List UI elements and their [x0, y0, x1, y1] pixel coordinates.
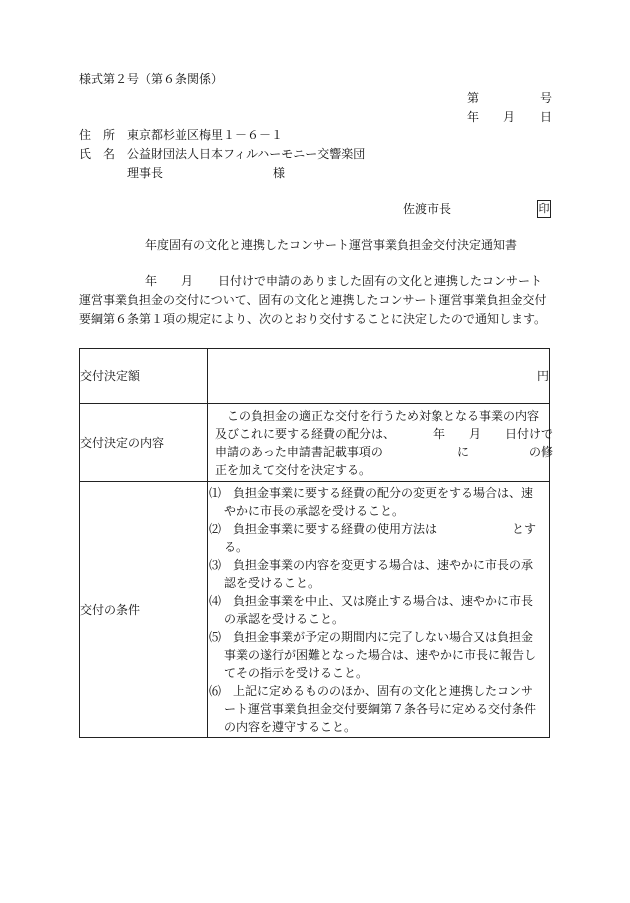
content-line-3-b: の修 [529, 444, 554, 459]
condition-text: 負担金事業に要する経費の使用方法は [233, 521, 438, 536]
condition-text: てその指示を受けること。 [224, 665, 369, 680]
name-value: 公益財団法人日本フィルハーモニー交響楽団 [127, 147, 366, 161]
amount-value: 円 [208, 349, 550, 404]
condition-text: 負担金事業を中止、又は廃止する場合は、速やかに市長 [233, 593, 534, 608]
condition-text: 上記に定めるもののほか、固有の文化と連携したコンサ [233, 683, 534, 698]
condition-number: ⑸ [209, 629, 222, 644]
condition-item-2 [209, 520, 549, 556]
table-row-conditions [80, 482, 550, 738]
content-line-2 [215, 425, 554, 443]
condition-text: の内容を遵守すること。 [224, 719, 357, 734]
content-cell [208, 404, 554, 482]
content-line-3 [215, 443, 554, 461]
condition-text-tail: とす [512, 521, 537, 536]
content-line-2-b: 日付けで [505, 426, 554, 441]
amount-label: 交付決定額 [80, 349, 208, 404]
conditions-cell [208, 482, 550, 738]
content-line-2-a: 及びこれに要する経費の配分は、 [215, 426, 396, 441]
content-line-4: 正を加えて交付を決定する。 [215, 462, 372, 477]
content-line-3-ni: に [457, 444, 470, 459]
body-line-2: 運営事業負担金の交付について、固有の文化と連携したコンサート運営事業負担金交付 [79, 293, 547, 307]
conditions-label: 交付の条件 [80, 482, 208, 738]
condition-item-1 [209, 484, 549, 520]
name-label: 氏 名 [79, 147, 116, 161]
condition-text: 認を受けること。 [224, 575, 321, 590]
address-label: 住 所 [79, 128, 116, 142]
condition-text: 事業の遂行が困難となった場合は、速やかに市長に報告し [224, 647, 537, 662]
condition-number: ⑹ [209, 683, 222, 698]
conditions-list [208, 484, 549, 736]
body-year: 年 [145, 274, 158, 288]
table-row-amount [80, 349, 550, 404]
body-line-3: 要綱第６条第１項の規定により、次のとおり交付することに決定したので通知します。 [79, 312, 547, 326]
condition-text: ート運営事業負担金交付要綱第７条各号に定める交付条件 [224, 701, 537, 716]
condition-item-4 [209, 592, 549, 628]
seal-mark: 印 [537, 200, 551, 218]
condition-text: やかに市長の承認を受けること。 [224, 503, 405, 518]
condition-number: ⑶ [209, 557, 222, 572]
condition-number: ⑷ [209, 593, 222, 608]
content-line-2-year: 年 [433, 426, 446, 441]
addressee-title: 理事長 [127, 166, 164, 180]
condition-text: 負担金事業の内容を変更する場合は、速やかに市長の承 [233, 557, 534, 572]
decision-table [79, 348, 554, 738]
table-row-content [80, 404, 550, 482]
condition-item-6 [209, 682, 549, 736]
date-day: 日 [540, 110, 553, 124]
form-label: 様式第２号（第６条関係） [79, 72, 224, 86]
content-line-1: この負担金の適正な交付を行うため対象となる事業の内容 [227, 408, 540, 423]
content-line-3-a: 申請のあった申請書記載事項の [215, 444, 383, 459]
issuer-name: 佐渡市長 [403, 202, 452, 216]
condition-number: ⑴ [209, 485, 222, 500]
date-year: 年 [467, 110, 480, 124]
condition-item-5 [209, 628, 549, 682]
condition-item-3 [209, 556, 549, 592]
condition-text: る。 [224, 539, 249, 554]
body-month: 月 [181, 274, 194, 288]
condition-text: の承認を受けること。 [224, 611, 345, 626]
addressee-honorific: 様 [273, 166, 286, 180]
address-value: 東京都杉並区梅里１－６－１ [127, 128, 284, 142]
doc-number-prefix: 第 [467, 91, 480, 105]
condition-number: ⑵ [209, 521, 222, 536]
condition-text: 負担金事業に要する経費の配分の変更をする場合は、速 [233, 485, 534, 500]
date-month: 月 [503, 110, 516, 124]
condition-text: 負担金事業が予定の期間内に完了しない場合又は負担金 [233, 629, 534, 644]
document-title: 年度固有の文化と連携したコンサート運営事業負担金交付決定通知書 [145, 238, 518, 252]
body-line-1: 日付けで申請のありました固有の文化と連携したコンサート [218, 274, 543, 288]
doc-number-suffix: 号 [540, 91, 553, 105]
content-line-2-month: 月 [469, 426, 482, 441]
content-label: 交付決定の内容 [80, 404, 208, 482]
